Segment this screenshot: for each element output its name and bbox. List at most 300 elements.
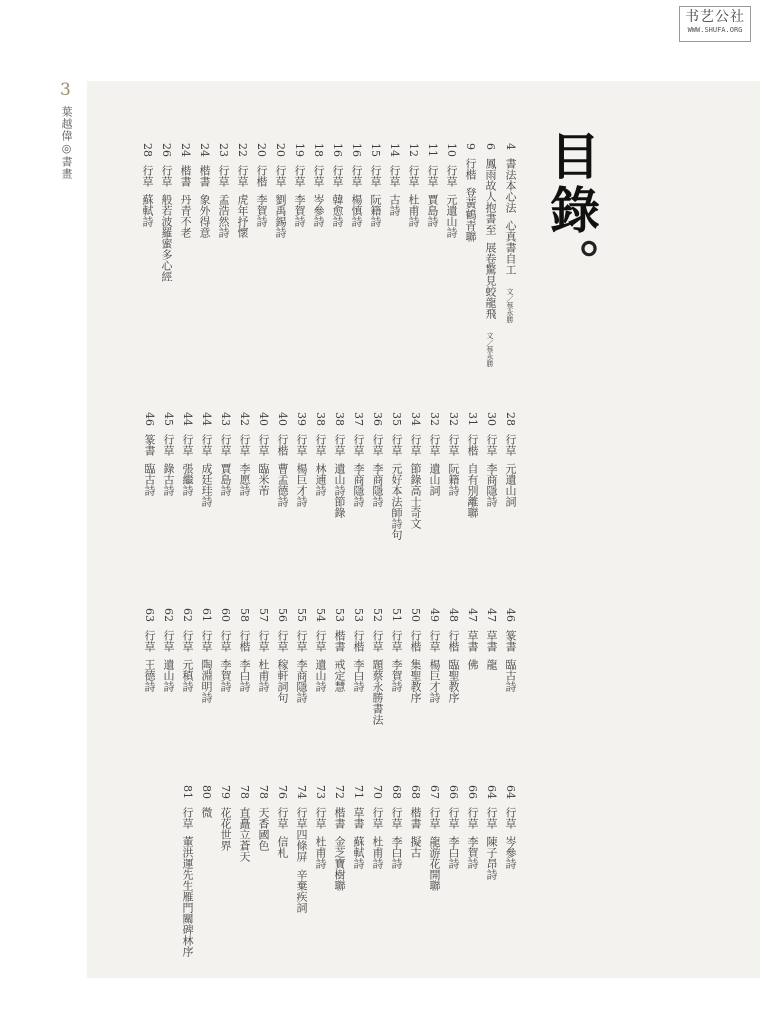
toc-entry-title: 龍游花開聯 [428,836,441,891]
page-number: 3 [60,80,71,100]
toc-entry-style: 楷書 [409,807,422,829]
page-title [542,130,601,292]
toc-entry-title: 遺山詩 [162,659,175,692]
toc-entry-title: 佛 [466,659,479,670]
toc-entry-style: 行草 [428,630,441,652]
toc-entry[interactable] [368,785,387,957]
toc-entry-style: 行草 [390,434,403,456]
toc-entry-title: 阮籍詩 [369,194,382,227]
toc-entry[interactable] [330,608,349,725]
toc-entry-page: 70 [371,785,384,799]
toc-entry-style: 草書 [352,807,365,829]
toc-entry-page: 64 [504,785,517,799]
toc-entry-page: 68 [409,785,422,799]
toc-entry-style: 行草 [160,165,173,187]
toc-entry-page: 71 [352,785,365,799]
toc-entry-title: 杜甫詩 [407,194,420,227]
toc-entry-style: 行草 [504,807,517,829]
toc-entry-title: 題蔡永勝書法 [371,659,384,725]
toc-entry-style: 行草 [447,434,460,456]
toc-entry[interactable] [273,412,292,540]
toc-entry-page: 47 [466,608,479,622]
toc-entry-page: 74 [295,785,308,799]
toc-entry-style: 行草 [141,165,154,187]
toc-entry-title: 賈島詩 [426,194,439,227]
toc-entry-style: 行草四條屏 [295,807,308,862]
toc-entry[interactable] [311,608,330,725]
toc-entry-title: 古詩 [388,194,401,216]
toc-entry-title: 微 [200,807,213,818]
toc-entry-page: 32 [428,412,441,426]
toc-entry-page: 73 [314,785,327,799]
toc-entry-title: 李愿詩 [238,463,251,496]
toc-entry-style: 行草 [485,807,498,829]
toc-entry-title: 李賀詩 [466,836,479,869]
toc-entry-style: 篆書 [504,630,517,652]
toc-entry-page: 78 [238,785,251,799]
toc-entry-page: 38 [333,412,346,426]
toc-entry-style: 楷書 [198,165,211,187]
toc-entry-style: 草書 [485,630,498,652]
toc-entry-page: 39 [295,412,308,426]
title-dot: 。 [542,238,601,292]
toc-entry-title: 元好本法師詩句 [390,463,403,540]
toc-entry-title: 蘇軾詩 [141,194,154,227]
toc-entry-title: 岑參詩 [504,836,517,869]
toc-entry[interactable] [385,143,404,367]
toc-entry-title: 楊慎詩 [350,194,363,227]
toc-entry-style: 行草 [314,807,327,829]
toc-entry[interactable] [425,785,444,957]
toc-entry-style: 行草 [369,165,382,187]
toc-entry[interactable] [233,143,252,367]
toc-entry[interactable] [482,412,501,540]
toc-entry-title: 元稹詩 [181,659,194,692]
toc-entry-style: 行草 [371,807,384,829]
toc-entry[interactable] [290,143,309,367]
toc-entry-title: 遺山詩 [314,659,327,692]
toc-entry-page: 9 [464,143,477,150]
toc-entry-page: 68 [390,785,403,799]
toc-entry-title: 阮籍詩 [447,463,460,496]
toc-entry-title: 曹孟德詩 [276,463,289,507]
toc-entry[interactable] [463,608,482,725]
toc-entry-title: 元遺山詩 [445,194,458,238]
toc-entry-style: 行楷 [464,158,477,180]
toc-entry-page: 56 [276,608,289,622]
toc-entry[interactable] [406,785,425,957]
toc-entry[interactable] [197,785,216,957]
toc-entry-page: 64 [485,785,498,799]
toc-entry-title: 李白詩 [238,659,251,692]
toc-entry-title: 王德詩 [143,659,156,692]
toc-entry[interactable] [254,412,273,540]
toc-entry-style: 行草 [445,165,458,187]
toc-entry-page: 32 [447,412,460,426]
toc-entry-style: 行草 [428,434,441,456]
toc-entry-page: 58 [238,608,251,622]
toc-entry-page: 62 [181,608,194,622]
toc-entry-style: 行草 [162,630,175,652]
toc-entry-title: 臨聖教序 [447,659,460,703]
toc-entry-style: 行楷 [409,630,422,652]
toc-entry-credit: 文／蔡永勝 [506,288,514,323]
toc-entry-title: 登黃鶴青聯 [464,187,477,242]
toc-entry-style: 行楷 [238,630,251,652]
toc-entry-style: 行草 [276,807,289,829]
toc-entry-page: 44 [181,412,194,426]
toc-entry-title: 遺山詩節錄 [333,463,346,518]
toc-entry-style: 行草 [314,434,327,456]
toc-entry[interactable] [159,412,178,540]
toc-entry-style: 行楷 [352,630,365,652]
toc-entry[interactable] [406,608,425,725]
toc-entry-style: 行草 [143,630,156,652]
logo-name: 书艺公社 [685,9,745,25]
toc-entry-page: 38 [314,412,327,426]
toc-entry-title: 般若波羅蜜多心經 [160,194,173,282]
toc-entry-style: 行草 [257,434,270,456]
toc-entry-title: 虎年抒懷 [236,194,249,238]
toc-entry-style: 行草 [466,807,479,829]
toc-entry[interactable] [501,412,520,540]
toc-entry-page: 43 [219,412,232,426]
toc-entry[interactable] [463,785,482,957]
toc-entry-title: 李白詩 [390,836,403,869]
toc-entry-page: 67 [428,785,441,799]
toc-entry[interactable] [444,608,463,725]
toc-entry-style: 楷書 [333,630,346,652]
toc-entry-page: 72 [333,785,346,799]
toc-entry-page: 44 [200,412,213,426]
toc-entry[interactable] [501,785,520,957]
toc-entry[interactable] [292,412,311,540]
toc-entry-style: 行草 [371,630,384,652]
toc-entry-page: 14 [388,143,401,157]
toc-entry[interactable] [482,608,501,725]
toc-entry-style: 行草 [293,165,306,187]
toc-entry-page: 35 [390,412,403,426]
toc-entry-style: 行草 [350,165,363,187]
toc-entry-page: 11 [426,143,439,157]
toc-entry-style: 行草 [181,807,194,829]
toc-entry-title: 天香國色 [257,807,270,851]
toc-entry-title: 林逋詩 [314,463,327,496]
toc-entry[interactable] [254,785,273,957]
toc-entry-title: 臨古詩 [504,659,517,692]
toc-entry-page: 36 [371,412,384,426]
toc-entry-page: 63 [143,608,156,622]
toc-entry-page: 16 [350,143,363,157]
toc-entry-style: 行草 [274,165,287,187]
toc-entry-page: 24 [198,143,211,157]
toc-entry[interactable] [216,608,235,725]
toc-entry-title: 蘇軾詩 [352,836,365,869]
toc-entry-title: 李白詩 [352,659,365,692]
toc-entry-title: 元遺山詞 [504,463,517,507]
toc-entry[interactable] [178,412,197,540]
toc-entry-style: 行草 [447,807,460,829]
toc-entry-title: 李賀詩 [255,194,268,227]
toc-entry-page: 53 [333,608,346,622]
toc-entry-title: 遺山詞 [428,463,441,496]
toc-entry-page: 20 [255,143,268,157]
toc-entry-title: 賈島詩 [219,463,232,496]
toc-entry-title: 辛棄疾詞 [295,869,308,913]
toc-entry-style: 行草 [219,630,232,652]
toc-entry-title: 稼軒詞句 [276,659,289,703]
toc-entry-title: 李賀詩 [219,659,232,692]
toc-entry-page: 26 [160,143,173,157]
toc-entry-title: 節錄高士奇文 [409,463,422,529]
toc-entry[interactable] [252,143,271,367]
toc-entry-style: 行草 [314,630,327,652]
toc-entry-page: 47 [485,608,498,622]
toc-entry[interactable] [330,785,349,957]
toc-entry-style: 行草 [162,434,175,456]
toc-entry[interactable] [349,785,368,957]
toc-entry-style: 行草 [331,165,344,187]
toc-entry[interactable] [330,412,349,540]
toc-entry-title: 楊巨才詩 [295,463,308,507]
toc-entry-title: 丹青不老 [179,194,192,238]
toc-entry-page: 46 [143,412,156,426]
toc-entry[interactable] [349,412,368,540]
toc-entry-title: 韓愈詩 [331,194,344,227]
toc-entry-title: 展卷驚見蛟龍飛 [484,242,497,319]
toc-entry[interactable] [500,143,520,367]
toc-entry[interactable] [176,143,195,367]
toc-entry[interactable] [235,608,254,725]
toc-entry-title: 李商隱詩 [352,463,365,507]
toc-entry-page: 19 [293,143,306,157]
toc-entry[interactable] [235,412,254,540]
toc-entry-style: 行草 [200,434,213,456]
toc-entry-title: 錄古詩 [162,463,175,496]
toc-entry-page: 80 [200,785,213,799]
toc-entry[interactable] [195,143,214,367]
toc-entry[interactable] [311,412,330,540]
toc-entry-page: 28 [141,143,154,157]
toc-entry-style: 行草 [238,434,251,456]
toc-entry[interactable] [404,143,423,367]
toc-entry[interactable] [309,143,328,367]
toc-entry-title: 岑參詩 [312,194,325,227]
toc-entry[interactable] [347,143,366,367]
toc-entry[interactable] [292,785,311,957]
toc-entry-page: 24 [179,143,192,157]
toc-entry[interactable] [480,143,500,367]
toc-entry-style: 行草 [426,165,439,187]
toc-entry-style: 行草 [181,630,194,652]
toc-entry[interactable] [423,143,442,367]
toc-entry[interactable] [292,608,311,725]
toc-entry[interactable] [501,608,520,725]
site-logo[interactable] [679,6,751,42]
toc-entry-style: 行草 [217,165,230,187]
toc-entry-page: 76 [276,785,289,799]
toc-entry-title: 杜甫詩 [371,836,384,869]
toc-entry-page: 66 [466,785,479,799]
toc-entry[interactable] [425,608,444,725]
toc-entry-page: 66 [447,785,460,799]
toc-entry-page: 78 [257,785,270,799]
toc-entry-style: 行草 [390,630,403,652]
toc-entry[interactable] [197,412,216,540]
toc-entry-style: 行草 [390,807,403,829]
toc-entry-page: 23 [217,143,230,157]
toc-entry-page: 55 [295,608,308,622]
toc-entry[interactable] [216,785,235,957]
toc-entry-style: 行草 [352,434,365,456]
toc-entry-style: 行草 [485,434,498,456]
toc-entry[interactable] [159,608,178,725]
toc-section-4 [178,785,520,957]
toc-entry-title: 李賀詩 [390,659,403,692]
toc-entry-title: 李商隱詩 [371,463,384,507]
toc-entry-title: 楊巨才詩 [428,659,441,703]
toc-entry[interactable] [463,412,482,540]
toc-entry[interactable] [178,608,197,725]
toc-entry-title: 臨米芾 [257,463,270,496]
toc-entry-page: 53 [352,608,365,622]
toc-entry-page: 79 [219,785,232,799]
toc-entry-page: 16 [331,143,344,157]
toc-entry[interactable] [444,785,463,957]
toc-entry-style: 行草 [219,434,232,456]
toc-entry-style: 行草 [295,630,308,652]
toc-entry-style: 行楷 [447,630,460,652]
toc-entry[interactable] [406,412,425,540]
toc-entry-page: 22 [236,143,249,157]
toc-entry-page: 49 [428,608,441,622]
toc-entry-title: 杜甫詩 [314,836,327,869]
toc-entry[interactable] [311,785,330,957]
toc-entry-style: 楷書 [333,807,346,829]
toc-entry[interactable] [197,608,216,725]
toc-entry-title: 陳子昂詩 [485,836,498,880]
toc-entry-title: 花花世界 [219,807,232,851]
toc-entry-page: 31 [466,412,479,426]
toc-entry-style: 行草 [409,434,422,456]
toc-entry-page: 12 [407,143,420,157]
toc-entry[interactable] [216,412,235,540]
toc-entry-page: 10 [445,143,458,157]
toc-entry-style: 草書 [466,630,479,652]
toc-entry-title: 象外得意 [198,194,211,238]
toc-entry-title: 劉禹錫詩 [274,194,287,238]
toc-entry[interactable] [425,412,444,540]
toc-entry-title: 心真書自工 [504,220,517,275]
toc-entry-title: 自有別離聯 [466,463,479,518]
toc-entry-page: 81 [181,785,194,799]
toc-entry-title: 張繼詩 [181,463,194,496]
toc-entry-page: 48 [447,608,460,622]
toc-entry[interactable] [273,785,292,957]
toc-entry[interactable] [444,412,463,540]
toc-entry-title: 臨古詩 [143,463,156,496]
toc-entry[interactable] [273,608,292,725]
toc-entry-style: 行楷 [276,434,289,456]
toc-entry-page: 40 [257,412,270,426]
toc-entry-style: 楷書 [179,165,192,187]
toc-entry-page: 50 [409,608,422,622]
toc-entry[interactable] [235,785,254,957]
toc-entry[interactable] [254,608,273,725]
toc-entry[interactable] [328,143,347,367]
toc-entry-page: 62 [162,608,175,622]
toc-entry[interactable] [349,608,368,725]
toc-entry-page: 57 [257,608,270,622]
toc-entry[interactable] [178,785,197,957]
toc-entry-title: 陶淵明詩 [200,659,213,703]
toc-entry-page: 6 [484,143,497,150]
toc-entry-page: 51 [390,608,403,622]
toc-entry-page: 15 [369,143,382,157]
toc-entry-page: 54 [314,608,327,622]
toc-entry[interactable] [214,143,233,367]
toc-entry[interactable] [461,143,480,367]
toc-entry-style: 行草 [295,434,308,456]
toc-entry-title: 李白詩 [447,836,460,869]
toc-entry-title: 金芝寶樹聯 [333,836,346,891]
toc-entry-title: 董洪運先生雁門關碑林序 [181,836,194,957]
toc-entry-credit: 文／蔡永勝 [486,332,494,367]
toc-entry-page: 4 [504,143,517,150]
toc-entry-title: 龍 [485,659,498,670]
toc-entry-title: 孟浩然詩 [217,194,230,238]
toc-entry[interactable] [387,785,406,957]
toc-entry-page: 30 [485,412,498,426]
toc-entry-style: 行草 [428,807,441,829]
toc-entry-style: 書法本心法 [504,158,517,213]
toc-entry-page: 37 [352,412,365,426]
toc-entry-title: 李商隱詩 [485,463,498,507]
toc-entry-title: 集聖教序 [409,659,422,703]
toc-entry-title: 戒定慧 [333,659,346,692]
toc-entry-page: 45 [162,412,175,426]
toc-entry-page: 42 [238,412,251,426]
toc-entry-style: 鳳雨故人抱書至 [484,158,497,235]
toc-entry-page: 52 [371,608,384,622]
title-text: 目錄 [542,130,601,238]
toc-entry[interactable] [366,143,385,367]
toc-entry-page: 20 [274,143,287,157]
toc-entry[interactable] [368,412,387,540]
toc-entry[interactable] [140,608,159,725]
toc-entry[interactable] [442,143,461,367]
toc-entry-page: 18 [312,143,325,157]
toc-entry[interactable] [387,608,406,725]
toc-entry-style: 行草 [388,165,401,187]
toc-entry-title: 擬古 [409,836,422,858]
toc-entry[interactable] [387,412,406,540]
toc-entry-style: 行草 [236,165,249,187]
toc-entry-style: 篆書 [143,434,156,456]
toc-entry-title: 李商隱詩 [295,659,308,703]
toc-section-1 [138,143,520,367]
toc-entry-page: 34 [409,412,422,426]
toc-entry[interactable] [368,608,387,725]
toc-entry-page: 60 [219,608,232,622]
toc-entry[interactable] [138,143,157,367]
toc-entry[interactable] [140,412,159,540]
toc-entry-style: 行草 [312,165,325,187]
toc-entry-style: 行草 [371,434,384,456]
toc-entry[interactable] [157,143,176,367]
toc-entry[interactable] [271,143,290,367]
toc-entry[interactable] [482,785,501,957]
